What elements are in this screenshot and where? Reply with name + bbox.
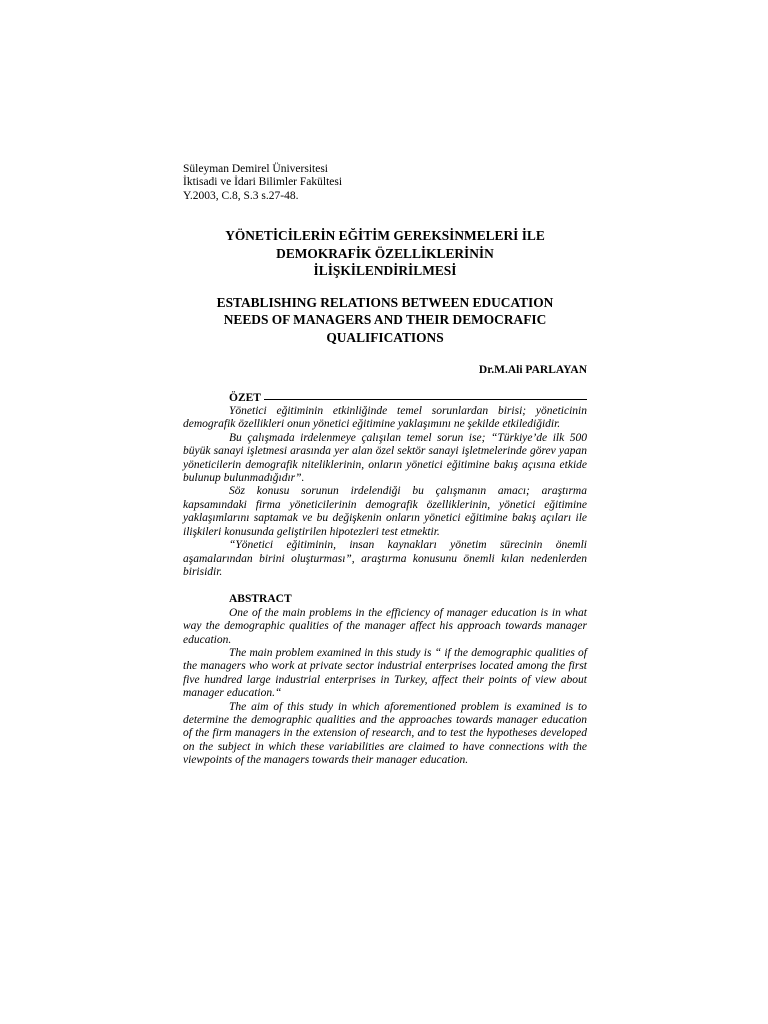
abstract-paragraph: The aim of this study in which aforementioned problem is examined is to determine the demographic qualities and the approaches towards manager education of the firm managers in the extension of research, and to test the hypotheses developed on the subject in which these variabilities are claimed to have connections with the viewpoints of the managers towards their manager education. — [183, 700, 587, 767]
citation-info: Y.2003, C.8, S.3 s.27-48. — [183, 189, 299, 202]
abstract-paragraph: One of the main problems in the efficiency of manager education is in what way the demographic qualities of the manager affect his approach towards manager education. — [183, 606, 587, 646]
title-turkish — [183, 227, 587, 280]
affiliation-faculty: İktisadi ve İdari Bilimler Fakültesi — [183, 176, 343, 189]
ozet-paragraph: Söz konusu sorunun irdelendiği bu çalışmanın amacı; araştırma kapsamındaki firma yöneticilerinin demografik özelliklerinin, yönetici eğitimine yaklaşımlarını saptamak ve bu değişkenin onların yönetici eğitimine bakış açıları ile ilişkileri konusunda geliştirilen hipotezleri test etmektir. — [183, 485, 587, 538]
title-tr-line-2: DEMOKRAFİK ÖZELLİKLERİNİN — [276, 245, 494, 261]
title-en-line-3: QUALIFICATIONS — [326, 329, 444, 345]
title-en-line-1: ESTABLISHING RELATIONS BETWEEN EDUCATION — [216, 294, 554, 310]
ozet-heading-rule — [264, 399, 587, 400]
author-name: Dr.M.Ali PARLAYAN — [478, 364, 587, 377]
title-english — [183, 294, 587, 347]
affiliation-university: Süleyman Demirel Üniversitesi — [183, 163, 328, 175]
paper-page — [183, 163, 587, 768]
abstract-heading: ABSTRACT — [229, 593, 292, 606]
title-tr-line-1: YÖNETİCİLERİN EĞİTİM GEREKSİNMELERİ İLE — [225, 228, 545, 244]
ozet-heading — [183, 392, 587, 405]
title-tr-line-3: İLİŞKİLENDİRİLMESİ — [313, 263, 457, 279]
affiliation-block — [183, 163, 587, 203]
ozet-paragraph: “Yönetici eğitiminin, insan kaynakları yönetim sürecinin önemli aşamalarından birini oluşturması”, araştırma konusunu önemli kılan nedenlerden birisidir. — [183, 539, 587, 578]
ozet-heading-label: ÖZET — [229, 391, 261, 404]
ozet-paragraph: Bu çalışmada irdelenmeye çalışılan temel sorun ise; “Türkiye’de ilk 500 büyük sanayi işletmesi arasında yer alan özel sektör sanayi işletmelerinde görev yapan yöneticilerin demografik niteliklerinin, onların yönetici eğitimine bakış açısına etkide bulunup bulunmadığıdır”. — [183, 431, 587, 485]
ozet-paragraph: Yönetici eğitiminin etkinliğinde temel sorunlardan birisi; yöneticinin demografik özellikleri onun yönetici eğitimine yaklaşımını ne şekilde etkilediğidir. — [183, 405, 587, 431]
title-en-line-2: NEEDS OF MANAGERS AND THEIR DEMOCRAFIC — [223, 312, 547, 328]
abstract-paragraph: The main problem examined in this study is “ if the demographic qualities of the managers who work at private sector industrial enterprises located among the first five hundred large industrial enterprises in Turkey, affect their points of view about manager education.“ — [183, 646, 587, 700]
